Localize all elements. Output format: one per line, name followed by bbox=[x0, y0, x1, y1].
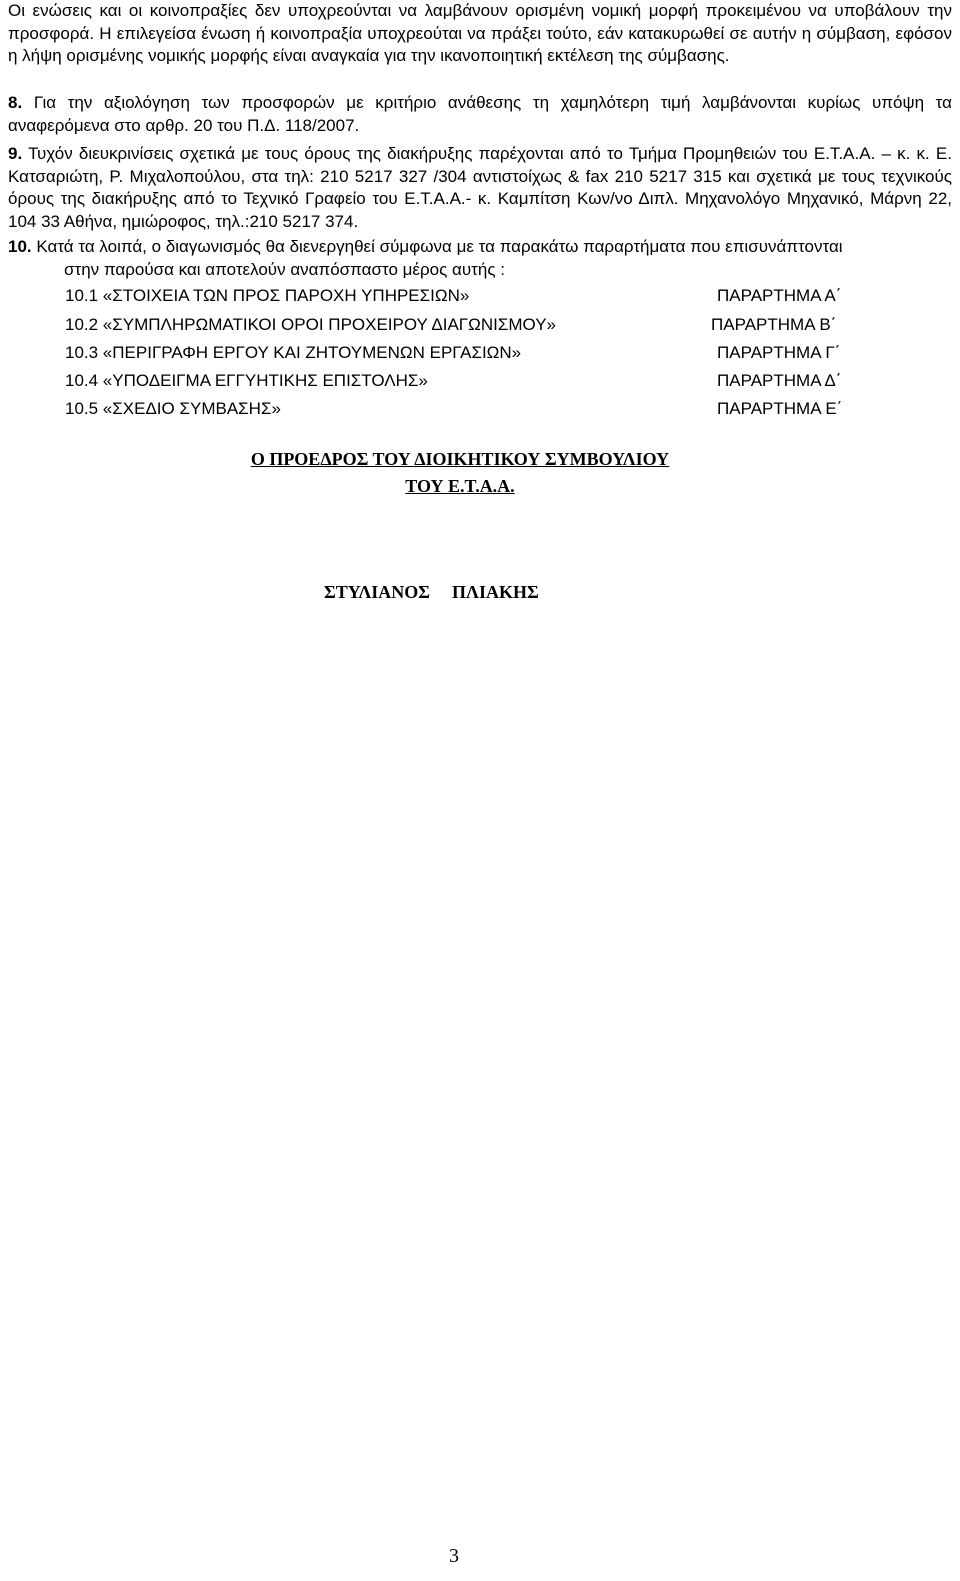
annex-label: 10.3 «ΠΕΡΙΓΡΑΦΗ ΕΡΓΟΥ ΚΑΙ ΖΗΤΟΥΜΕΝΩΝ ΕΡΓΑΣΙΩΝ» bbox=[65, 343, 522, 362]
paragraph-number: 9. bbox=[8, 144, 23, 163]
paragraph-text: Οι ενώσεις και οι κοινοπραξίες δεν υποχρεούνται να λαμβάνουν ορισμένη νομική μορφή προκειμένου να υποβάλουν την προσφορά. Η επιλεγείσα ένωση ή κοινοπραξία υποχρεούται να πράξει τούτο, εάν κατακυρωθεί σε αυτήν η σύμβαση, εφόσον η λήψη ορισμένης νομικής μορφής είναι αναγκαία για την ικανοποιητική εκτέλεση της σύμβασης. bbox=[8, 1, 952, 65]
page-number: 3 bbox=[449, 1545, 459, 1567]
annex-reference: ΠΑΡΑΡΤΗΜΑ Α΄ bbox=[717, 286, 842, 305]
paragraph-text: Κατά τα λοιπά, ο διαγωνισμός θα διενεργηθεί σύμφωνα με τα παρακάτω παραρτήματα που επισυνάπτονται bbox=[36, 237, 843, 256]
paragraph-9 bbox=[8, 143, 952, 233]
annex-reference: ΠΑΡΑΡΤΗΜΑ Ε΄ bbox=[717, 399, 843, 418]
annex-reference: ΠΑΡΑΡΤΗΜΑ Β΄ bbox=[711, 315, 837, 334]
paragraph-8 bbox=[8, 92, 952, 137]
paragraph-7-continuation bbox=[8, 0, 952, 68]
signatory-organization: ΤΟΥ Ε.Τ.Α.Α. bbox=[405, 476, 515, 496]
paragraph-number: 10. bbox=[8, 237, 32, 256]
paragraph-number: 8. bbox=[8, 93, 23, 112]
annex-item bbox=[65, 313, 925, 337]
annex-item bbox=[65, 369, 925, 393]
signatory-first-name: ΣΤΥΛΙΑΝΟΣ bbox=[324, 582, 431, 602]
signatory-name bbox=[324, 582, 539, 603]
paragraph-10 bbox=[8, 236, 952, 281]
signatory-last-name: ΠΛΙΑΚΗΣ bbox=[452, 582, 539, 602]
signatory-title: Ο ΠΡΟΕΔΡΟΣ ΤΟΥ ΔΙΟΙΚΗΤΙΚΟΥ ΣΥΜΒΟΥΛΙΟΥ bbox=[250, 449, 670, 469]
paragraph-text: Για την αξιολόγηση των προσφορών με κριτήριο ανάθεσης τη χαμηλότερη τιμή λαμβάνονται κυρίως υπόψη τα αναφερόμενα στο αρθρ. 20 του Π.Δ. 118/2007. bbox=[8, 93, 952, 135]
annex-item bbox=[65, 341, 925, 365]
annex-label: 10.2 «ΣΥΜΠΛΗΡΩΜΑΤΙΚΟΙ ΟΡΟΙ ΠΡΟΧΕΙΡΟΥ ΔΙΑΓΩΝΙΣΜΟΥ» bbox=[65, 315, 556, 334]
annex-label: 10.4 «ΥΠΟΔΕΙΓΜΑ ΕΓΓΥΗΤΙΚΗΣ ΕΠΙΣΤΟΛΗΣ» bbox=[65, 371, 428, 390]
annex-item bbox=[65, 397, 925, 421]
paragraph-text: Τυχόν διευκρινίσεις σχετικά με τους όρους της διακήρυξης παρέχονται από το Τμήμα Προμηθειών του Ε.Τ.Α.Α. – κ. κ. Ε. Κατσαριώτη, Ρ. Μιχαλοπούλου, στα τηλ: 210 5217 327 /304 αντιστοίχως & fax 210 5217 315 και σχετικά με τους τεχνικούς όρους της διακήρυξης από το Τεχνικό Γραφείο του Ε.Τ.Α.Α.- κ. Καμπίτση Κων/νο Διπλ. Μηχανολόγο Μηχανικό, Μάρνη 22, 104 33 Αθήνα, ημιώροφος, τηλ.:210 5217 374. bbox=[8, 144, 952, 231]
annex-reference: ΠΑΡΑΡΤΗΜΑ Γ΄ bbox=[717, 343, 841, 362]
annex-item bbox=[65, 284, 925, 308]
paragraph-text-continuation: στην παρούσα και αποτελούν αναπόσπαστο μέρος αυτής : bbox=[64, 259, 505, 279]
annex-label: 10.1 «ΣΤΟΙΧΕΙΑ ΤΩΝ ΠΡΟΣ ΠΑΡΟΧΗ ΥΠΗΡΕΣΙΩΝ» bbox=[65, 286, 470, 305]
annex-label: 10.5 «ΣΧΕΔΙΟ ΣΥΜΒΑΣΗΣ» bbox=[65, 399, 281, 418]
annex-reference: ΠΑΡΑΡΤΗΜΑ Δ΄ bbox=[717, 371, 842, 390]
